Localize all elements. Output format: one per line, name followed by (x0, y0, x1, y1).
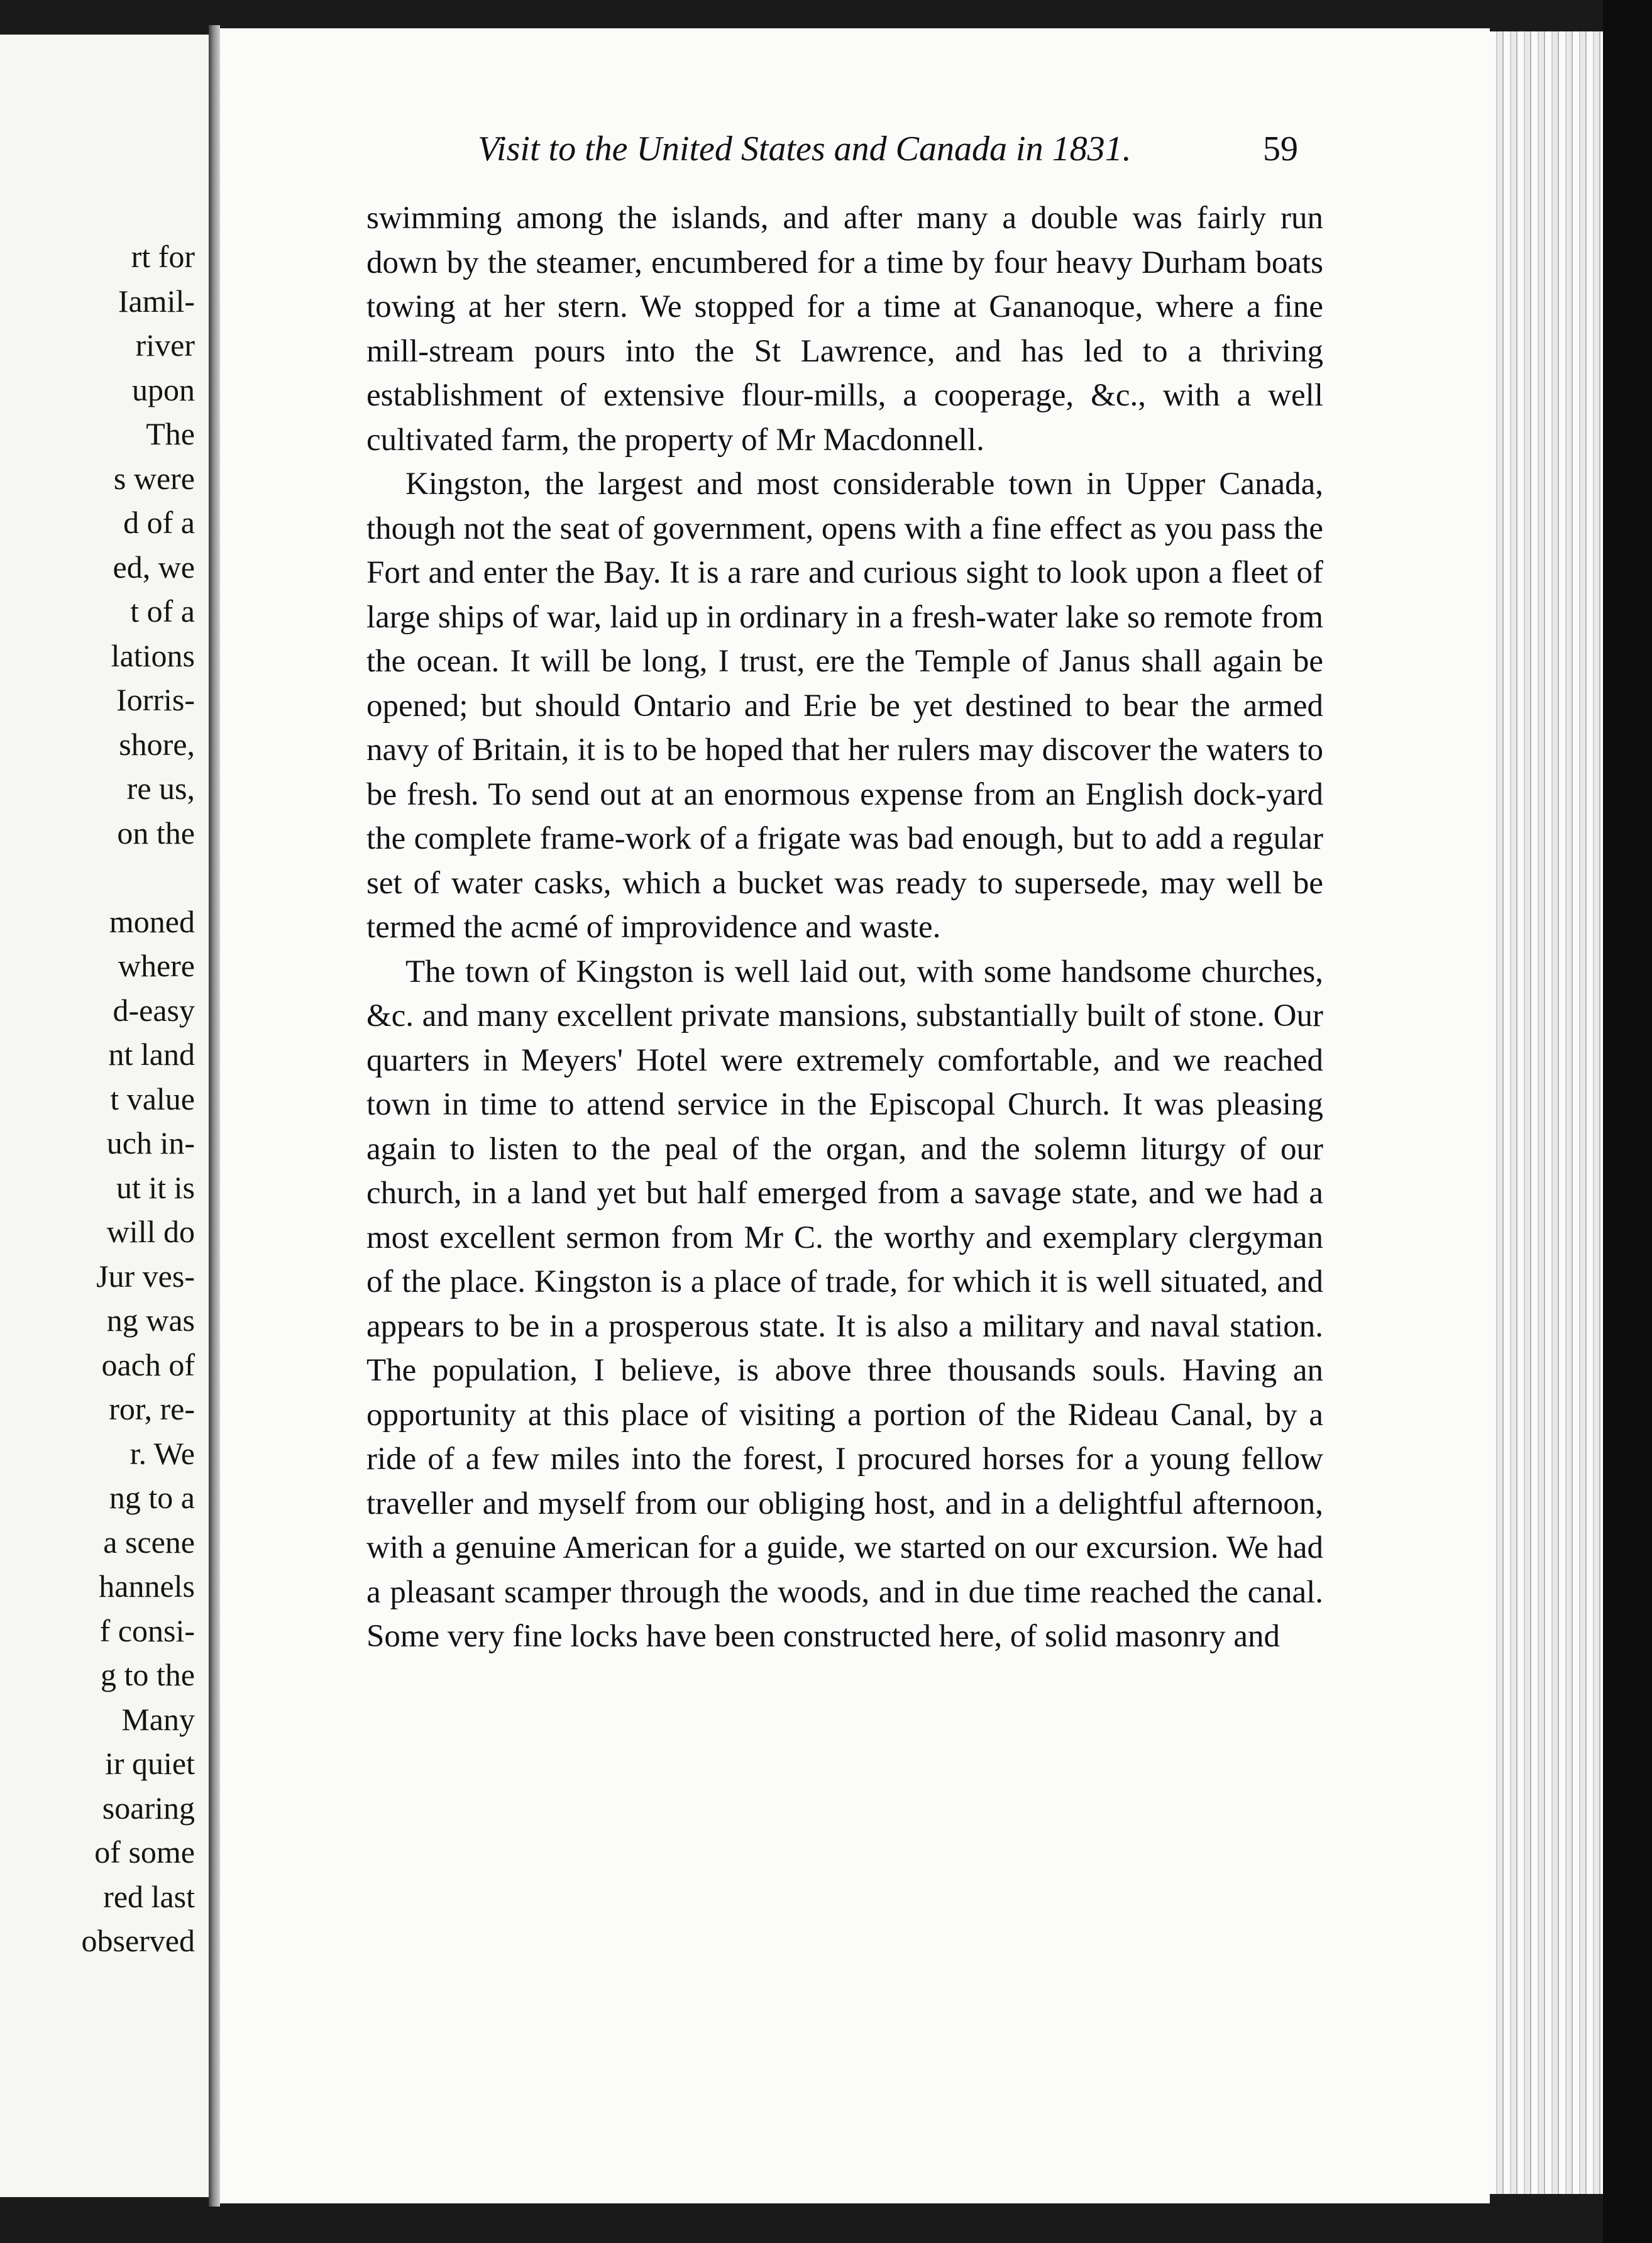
left-page-fragment: Iorris- (116, 682, 195, 717)
left-page-fragment: moned (109, 903, 195, 939)
left-page-fragment: upon (132, 372, 195, 407)
left-page-fragment: g to the (101, 1657, 195, 1692)
left-page-fragment (82, 855, 195, 900)
left-page-fragment: soaring (102, 1790, 195, 1826)
left-page-fragment: ng to a (109, 1480, 195, 1515)
left-page-fragment: oach of (101, 1347, 195, 1382)
left-page-fragment: ror, re- (109, 1391, 195, 1426)
left-page-fragment: observed (81, 1923, 195, 1958)
left-page-fragment: re us, (126, 771, 195, 806)
left-page-fragment: Jur ves- (96, 1258, 195, 1294)
left-page-fragment: where (118, 948, 195, 983)
left-page-fragment: ng was (106, 1303, 195, 1338)
left-page-fragment: will do (106, 1214, 195, 1249)
page-body (366, 196, 1323, 1659)
left-page-fragment: t of a (130, 593, 195, 629)
left-page-fragment: r. We (129, 1435, 195, 1471)
scan-border (1603, 0, 1652, 2243)
running-header (478, 129, 1298, 179)
left-page-fragment: shore, (119, 726, 195, 762)
left-page-fragment: Many (121, 1701, 195, 1737)
left-page-fragment: d-easy (113, 992, 195, 1028)
left-page-fragment: of some (94, 1834, 195, 1870)
left-page-fragment: nt land (108, 1037, 195, 1072)
left-page-fragment: f consi- (99, 1612, 195, 1648)
left-page-fragment: ut it is (116, 1169, 195, 1205)
left-page-fragment: uch in- (106, 1125, 195, 1160)
left-page-fragment: hannels (99, 1568, 195, 1604)
left-page-fragment: a scene (103, 1524, 195, 1560)
left-page-fragment: Iamil- (118, 283, 195, 319)
left-page-fragment: ed, we (113, 549, 195, 585)
left-page-fragment: river (135, 328, 195, 363)
left-page (0, 35, 209, 2197)
paragraph: Kingston, the largest and most considerable town in Upper Canada, though not the seat of government, opens with a fine effect as you pass the Fort and enter the Bay. It is a rare and curious sight to look upon a fleet of large ships of war, laid up in ordinary in a fresh-water lake so remote from the ocean. It will be long, I trust, ere the Temple of Janus shall again be opened; but should Ontario and Erie be yet destined to bear the armed navy of Britain, it is to be hoped that her rulers may discover the waters to be fresh. To send out at an enormous expense from an English dock-yard the complete frame-work of a frigate was bad enough, but to add a regular set of water casks, which a bucket was ready to supersede, may well be termed the acmé of improvidence and waste. (366, 466, 1323, 945)
page-number: 59 (1263, 130, 1298, 168)
left-page-fragment: t value (110, 1081, 195, 1116)
left-page-fragment: The (146, 416, 195, 451)
left-page-fragment: d of a (123, 505, 195, 540)
left-page-fragment: rt for (131, 239, 195, 274)
left-page-fragment: lations (111, 637, 195, 673)
paragraph: The town of Kingston is well laid out, with some handsome churches, &c. and many excellent private mansions, substantially built of stone. Our quarters in Meyers' Hotel were extremely comfortable, and we reached town in time to attend service in the Episcopal Church. It was pleasing again to listen to the peal of the organ, and the solemn liturgy of our church, in a land yet but half emerged from a savage state, and we had a most excellent sermon from Mr C. the worthy and exemplary clergyman of the place. Kingston is a place of trade, for which it is well situated, and appears to be in a prosperous state. It is also a military and naval station. The population, I believe, is above three thousands souls. Having an opportunity at this place of visiting a portion of the Rideau Canal, by a ride of a few miles into the forest, I procured horses for a young fellow traveller and myself from our obliging host, and in a delightful afternoon, with a genuine American for a guide, we started on our excursion. We had a pleasant scamper through the woods, and in due time reached the canal. Some very fine locks have been constructed here, of solid masonry and (366, 954, 1323, 1654)
book-gutter (209, 25, 220, 2207)
running-title: Visit to the United States and Canada in 1831. (478, 130, 1132, 168)
page-edges (1490, 31, 1603, 2194)
left-page-fragment: s were (113, 460, 195, 496)
left-page-fragment: red last (103, 1878, 195, 1914)
left-page-fragment: on the (117, 815, 195, 851)
left-page-fragment: ir quiet (104, 1746, 195, 1781)
left-page-text-fragments (82, 234, 195, 1963)
paragraph: swimming among the islands, and after many a double was fairly run down by the steamer, encumbered for a time by four heavy Durham boats towing at her stern. We stopped for a time at Gananoque, where a fine mill-stream pours into the St Lawrence, and has led to a thriving establishment of extensive flour-mills, a cooperage, &c., with a well cultivated farm, the property of Mr Macdonnell. (366, 201, 1323, 458)
